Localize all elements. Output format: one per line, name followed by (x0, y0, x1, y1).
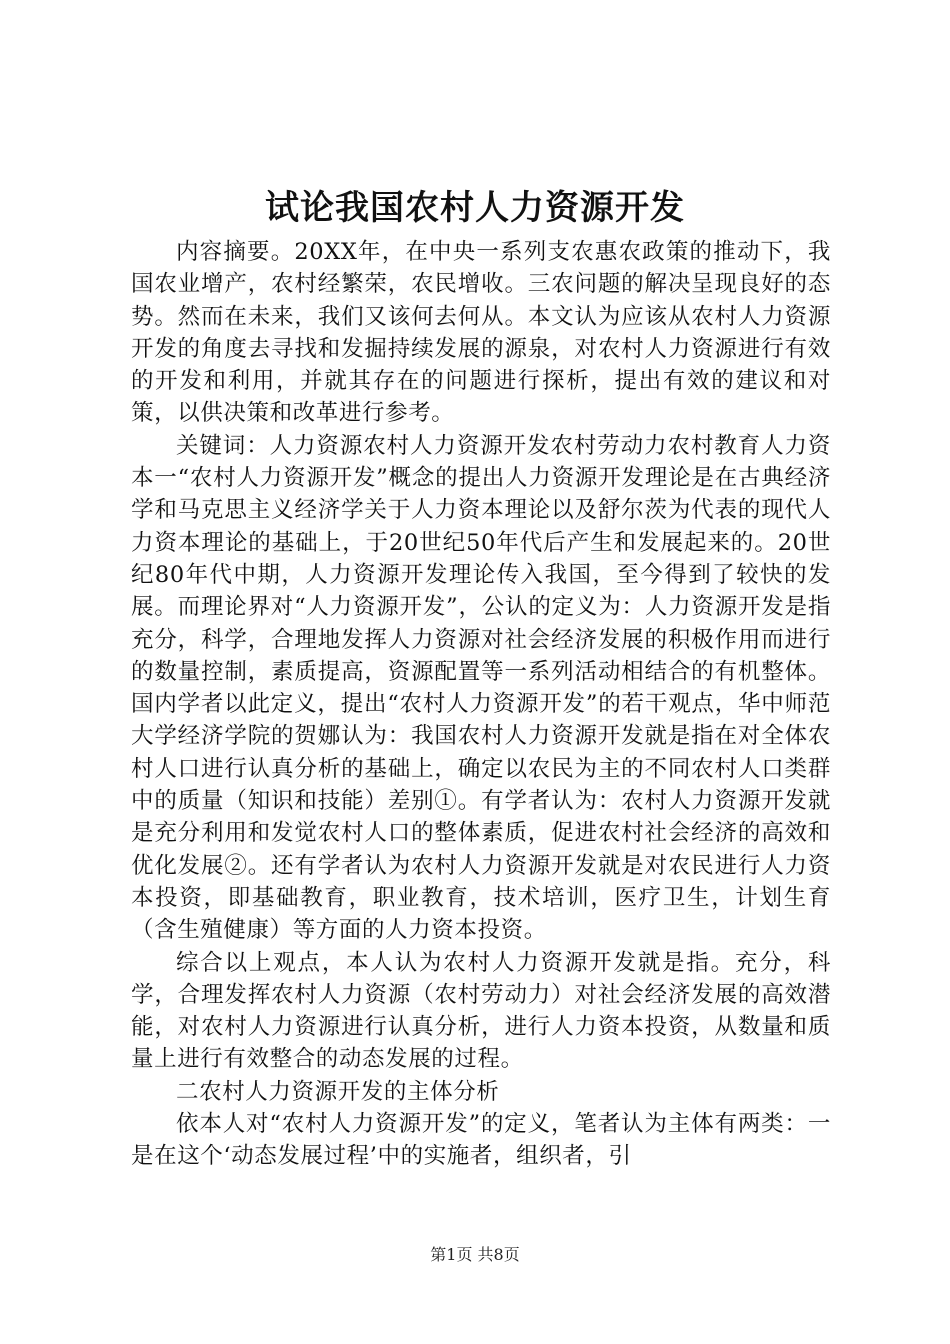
abstract-paragraph: 内容摘要。20XX年，在中央一系列支农惠农政策的推动下，我国农业增产，农村经繁荣，农民增收。三农问题的解决呈现良好的态势。然而在未来，我们又该何去何从。本文认为应该从农村人力资源开发的角度去寻找和发掘持续发展的源泉，对农村人力资源进行有效的开发和利用，并就其存在的问题进行探析，提出有效的建议和对策，以供决策和改革进行参考。 (131, 239, 831, 427)
section-heading: 二农村人力资源开发的主体分析 (176, 1078, 500, 1105)
summary-paragraph: 综合以上观点，本人认为农村人力资源开发就是指。充分，科学，合理发挥农村人力资源（农村劳动力）对社会经济发展的高效潜能，对农村人力资源进行认真分析，进行人力资本投资，从数量和质量上进行有效整合的动态发展的过程。 (131, 949, 831, 1073)
document-body (131, 236, 831, 1173)
document-title: 试论我国农村人力资源开发 (265, 188, 685, 228)
keywords-paragraph: 关键词：人力资源农村人力资源开发农村劳动力农村教育人力资本一“农村人力资源开发”概念的提出人力资源开发理论是在古典经济学和马克思主义经济学关于人力资本理论以及舒尔茨为代表的现代人力资本理论的基础上，于20世纪50年代后产生和发展起来的。20世纪80年代中期，人力资源开发理论传入我国，至今得到了较快的发展。而理论界对“人力资源开发”，公认的定义为：人力资源开发是指充分，科学，合理地发挥人力资源对社会经济发展的积极作用而进行的数量控制，素质提高，资源配置等一系列活动相结合的有机整体。国内学者以此定义，提出“农村人力资源开发”的若干观点，华中师范大学经济学院的贺娜认为：我国农村人力资源开发就是指在对全体农村人口进行认真分析的基础上，确定以农民为主的不同农村人口类群中的质量（知识和技能）差别①。有学者认为：农村人力资源开发就是充分利用和发觉农村人口的整体素质，促进农村社会经济的高效和优化发展②。还有学者认为农村人力资源开发就是对农民进行人力资本投资，即基础教育，职业教育，技术培训，医疗卫生，计划生育（含生殖健康）等方面的人力资本投资。 (131, 432, 831, 944)
body-paragraph: 依本人对“农村人力资源开发”的定义，笔者认为主体有两类：一是在这个‘动态发展过程’中的实施者，组织者，引 (131, 1111, 831, 1170)
page-footer: 第1页 共8页 (430, 1245, 520, 1264)
